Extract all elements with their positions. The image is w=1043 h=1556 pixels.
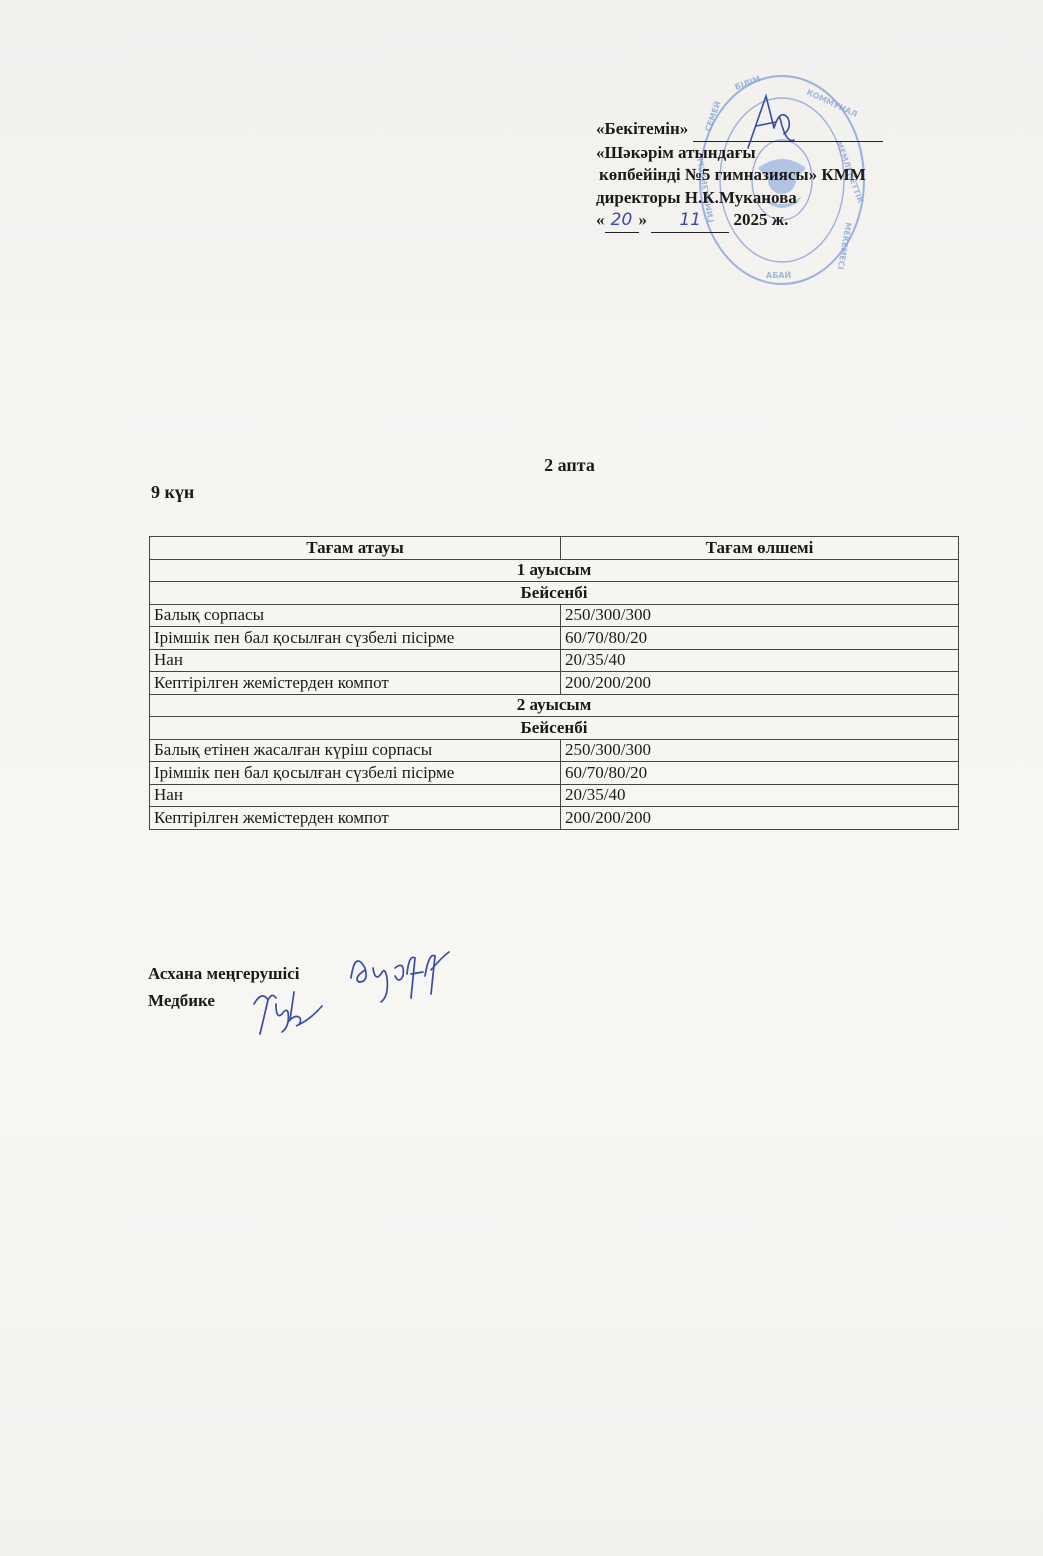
dish-name: Балық етінен жасалған күріш сорпасы xyxy=(150,739,561,762)
approval-director: директоры Н.К.Муканова xyxy=(596,187,797,207)
weekday-title: Бейсенбі xyxy=(150,717,959,740)
menu-table xyxy=(149,536,959,830)
shift-row xyxy=(150,559,959,582)
svg-text:БІЛІМ: БІЛІМ xyxy=(733,74,762,92)
dish-portion: 60/70/80/20 xyxy=(561,762,959,785)
shift-title: 2 ауысым xyxy=(150,694,959,717)
dish-portion: 20/35/40 xyxy=(561,649,959,672)
canteen-head-signature xyxy=(345,938,455,1008)
approval-date-year: 2025 ж. xyxy=(733,210,789,229)
table-row xyxy=(150,604,959,627)
svg-text:КОММУНАЛ: КОММУНАЛ xyxy=(805,87,859,120)
table-row xyxy=(150,627,959,650)
nurse-signature xyxy=(250,986,330,1038)
dish-name: Кептірілген жемістерден компот xyxy=(150,672,561,695)
header-dish-name: Тағам атауы xyxy=(150,537,561,560)
svg-text:СЕМЕЙ: СЕМЕЙ xyxy=(703,100,723,133)
svg-text:МЕКЕМЕСІ: МЕКЕМЕСІ xyxy=(835,221,853,271)
shift-title: 1 ауысым xyxy=(150,559,959,582)
table-row xyxy=(150,807,959,830)
header-portion: Тағам өлшемі xyxy=(561,537,959,560)
table-row xyxy=(150,739,959,762)
svg-text:АБАЙ: АБАЙ xyxy=(766,271,792,280)
svg-text:ГИМНАЗИЯСЫ: ГИМНАЗИЯСЫ xyxy=(696,157,716,224)
shift-row xyxy=(150,694,959,717)
table-row xyxy=(150,672,959,695)
dish-name: Кептірілген жемістерден компот xyxy=(150,807,561,830)
weekday-title: Бейсенбі xyxy=(150,582,959,605)
table-row xyxy=(150,649,959,672)
weekday-row xyxy=(150,582,959,605)
dish-portion: 250/300/300 xyxy=(561,604,959,627)
dish-portion: 200/200/200 xyxy=(561,807,959,830)
dish-name: Балық сорпасы xyxy=(150,604,561,627)
dish-name: Нан xyxy=(150,784,561,807)
weekday-row xyxy=(150,717,959,740)
dish-portion: 250/300/300 xyxy=(561,739,959,762)
approval-school-line2: көпбейінді №5 гимназиясы» КММ xyxy=(599,165,866,184)
approval-date-month: 11 xyxy=(651,209,729,233)
day-title: 9 күн xyxy=(151,482,195,502)
table-row xyxy=(150,762,959,785)
approval-school-line1: «Шәкәрім атындағы xyxy=(596,142,756,162)
table-row xyxy=(150,784,959,807)
dish-name: Ірімшік пен бал қосылған сүзбелі пісірме xyxy=(150,762,561,785)
approval-heading: «Бекітемін» xyxy=(596,119,689,138)
nurse-label: Медбике xyxy=(148,991,215,1010)
dish-portion: 200/200/200 xyxy=(561,672,959,695)
dish-portion: 60/70/80/20 xyxy=(561,627,959,650)
approval-date: « 20 » 11 2025 ж. xyxy=(596,209,936,233)
table-header-row xyxy=(150,537,959,560)
dish-portion: 20/35/40 xyxy=(561,784,959,807)
dish-name: Ірімшік пен бал қосылған сүзбелі пісірме xyxy=(150,627,561,650)
dish-name: Нан xyxy=(150,649,561,672)
director-signature xyxy=(740,88,800,158)
svg-text:МЕМЛЕКЕТТІК: МЕМЛЕКЕТТІК xyxy=(834,139,866,205)
week-title: 2 апта xyxy=(544,455,595,475)
canteen-head-label: Асхана меңгерушісі xyxy=(148,964,300,983)
approval-date-day: 20 xyxy=(605,209,639,233)
